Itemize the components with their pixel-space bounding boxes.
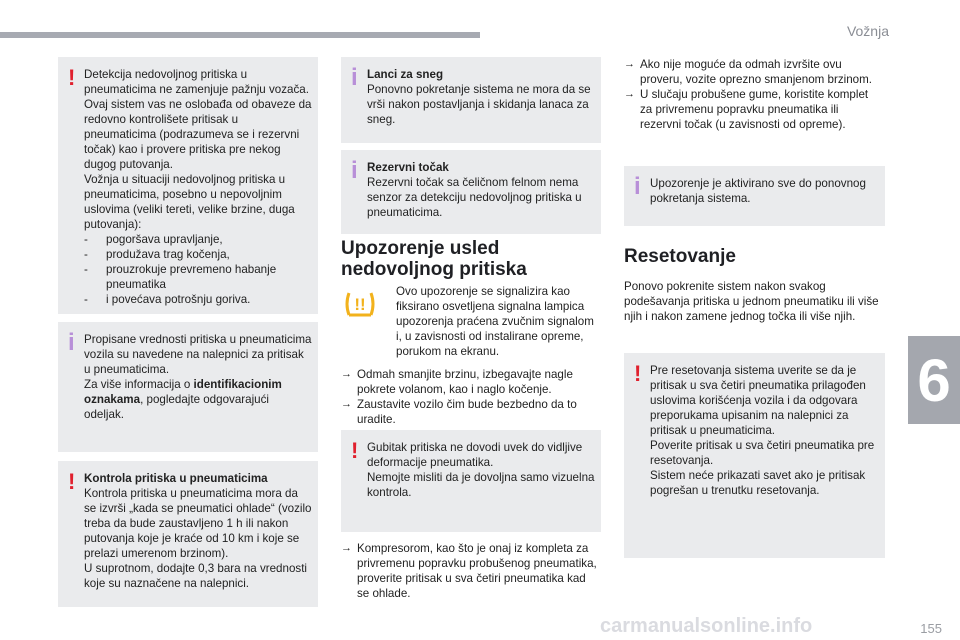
info-box-warning-active [624, 166, 885, 226]
warning-icon: ! [68, 469, 76, 494]
section-title: Vožnja [846, 23, 889, 39]
info-icon: i [634, 173, 641, 200]
list-item: - pogoršava upravljanje, [84, 232, 312, 247]
list-item: - i povećava potrošnju goriva. [84, 292, 312, 307]
reset-paragraph: Ponovo pokrenite sistem nakon svakog podešavanja pritiska u jednom pneumatiku ili više njih i nakon zamene jednog točka ili više njih. [624, 280, 879, 323]
list-item: → Odmah smanjite brzinu, izbegavajte nagle pokrete volanom, kao i naglo kočenje. [341, 367, 599, 397]
warning-icon: ! [68, 65, 76, 90]
box-title: Kontrola pritiska u pneumaticima [84, 472, 268, 485]
note-text: Ovaj sistem vas ne oslobađa od obaveze da redovno kontrolišete pritisak u pneumaticima (podrazumeva se i rezervni točak) kao i provere pritiska pre nekog dugog putovanja. [84, 98, 312, 171]
info-icon: i [68, 329, 75, 356]
note-text: Pre resetovanja sistema uverite se da je pritisak u sva četiri pneumatika prilagođen uslovima korišćenja vozila i da odgovara preporukama upisanim na nalepnici za pritisak u pneumaticima. [650, 364, 866, 437]
consequence-list [84, 232, 312, 307]
compressor-instruction [341, 541, 599, 601]
list-item: - produžava trag kočenja, [84, 247, 312, 262]
section-heading: Resetovanje [624, 246, 736, 267]
note-text: Ponovno pokretanje sistema ne mora da se vrši nakon postavljanja i skidanja lanaca za sneg. [367, 83, 591, 126]
box-title: Rezervni točak [367, 161, 449, 174]
tyre-pressure-warning-icon [343, 289, 377, 319]
note-text: Rezervni točak sa čeličnom felnom nema senzor za detekciju nedovoljnog pritiska u pneumaticima. [367, 176, 582, 219]
svg-text:!!: !! [354, 295, 366, 314]
action-list [341, 367, 599, 427]
info-icon: i [351, 64, 358, 91]
note-text: Poverite pritisak u sva četiri pneumatika pre resetovanja. [650, 439, 875, 467]
watermark: carmanualsonline.info [600, 615, 813, 637]
warning-box-detection [58, 57, 318, 314]
warning-box-pressure-check [58, 461, 318, 607]
list-item: - prouzrokuje prevremeno habanje pneumatika [84, 262, 312, 292]
info-icon: i [351, 157, 358, 184]
list-item: → Ako nije moguće da odmah izvršite ovu proveru, vozite oprezno smanjenom brzinom. [624, 57, 882, 87]
note-text: U suprotnom, dodajte 0,3 bara na vrednosti koje su naznačene na nalepnici. [84, 562, 307, 590]
chapter-number-tab: 6 [908, 336, 960, 424]
note-text: Propisane vrednosti pritiska u pneumaticima vozila su navedene na nalepnici za pritisak u pneumaticima. [84, 333, 312, 376]
note-text: Sistem neće prikazati savet ako je pritisak pogrešan u trenutku resetovanja. [650, 469, 866, 497]
warning-intro: Ovo upozorenje se signalizira kao fiksirano osvetljena signalna lampica upozorenja praćena zvučnim signalom i, u zavisnosti od instalirane opreme, porukom na ekranu. [396, 285, 594, 358]
note-text: Kontrola pritiska u pneumaticima mora da se izvrši „kada se pneumatici ohlade“ (vozilo treba da bude zaustavljeno 1 h ili nakon putovanja koje je kraće od 10 km i koje se prelazi umerenom brzinom). [84, 487, 312, 560]
warning-box-pressure-loss [341, 430, 601, 532]
warning-icon: ! [634, 361, 642, 386]
box-title: Lanci za sneg [367, 68, 444, 81]
info-box-snow-chains [341, 57, 601, 143]
note-text: Detekcija nedovoljnog pritiska u pneumaticima ne zamenjuje pažnju vozača. [84, 68, 309, 96]
warning-box-before-reset [624, 353, 885, 558]
info-box-spare-wheel [341, 150, 601, 234]
followup-list [624, 57, 882, 132]
note-text: Gubitak pritiska ne dovodi uvek do vidljive deformacije pneumatika. [367, 441, 583, 469]
note-text: Vožnja u situaciji nedovoljnog pritiska u pneumaticima, posebno u nepovoljnim uslovima (veliki tereti, velike brzine, duga putovanja): [84, 173, 295, 231]
list-item: → U slučaju probušene gume, koristite komplet za privremenu popravku pneumatika ili rezervni točak (u zavisnosti od opreme). [624, 87, 882, 132]
warning-icon: ! [351, 438, 359, 463]
list-item: → Kompresorom, kao što je onaj iz kompleta za privremenu popravku probušenog pneumatika, proverite pritisak u sva četiri pneumatika kad se ohlade. [341, 541, 599, 601]
info-box-prescribed-values: i Propisane vrednosti pritiska u pneumaticima vozila su navedene na nalepnici za pritisak u pneumaticima. Za više informacija o identifikacionim oznakama, pogledajte odgovarajući odeljak. [58, 322, 318, 452]
cross-reference: identifikacionim oznakama [84, 378, 282, 406]
header-bar [0, 32, 480, 38]
note-text: Upozorenje je aktivirano sve do ponovnog pokretanja sistema. [650, 177, 866, 205]
section-heading: Upozorenje usled nedovoljnog pritiska [341, 238, 527, 280]
list-item: → Zaustavite vozilo čim bude bezbedno da to uradite. [341, 397, 599, 427]
page-number: 155 [920, 621, 942, 636]
note-text: Nemojte misliti da je dovoljna samo vizuelna kontrola. [367, 471, 595, 499]
